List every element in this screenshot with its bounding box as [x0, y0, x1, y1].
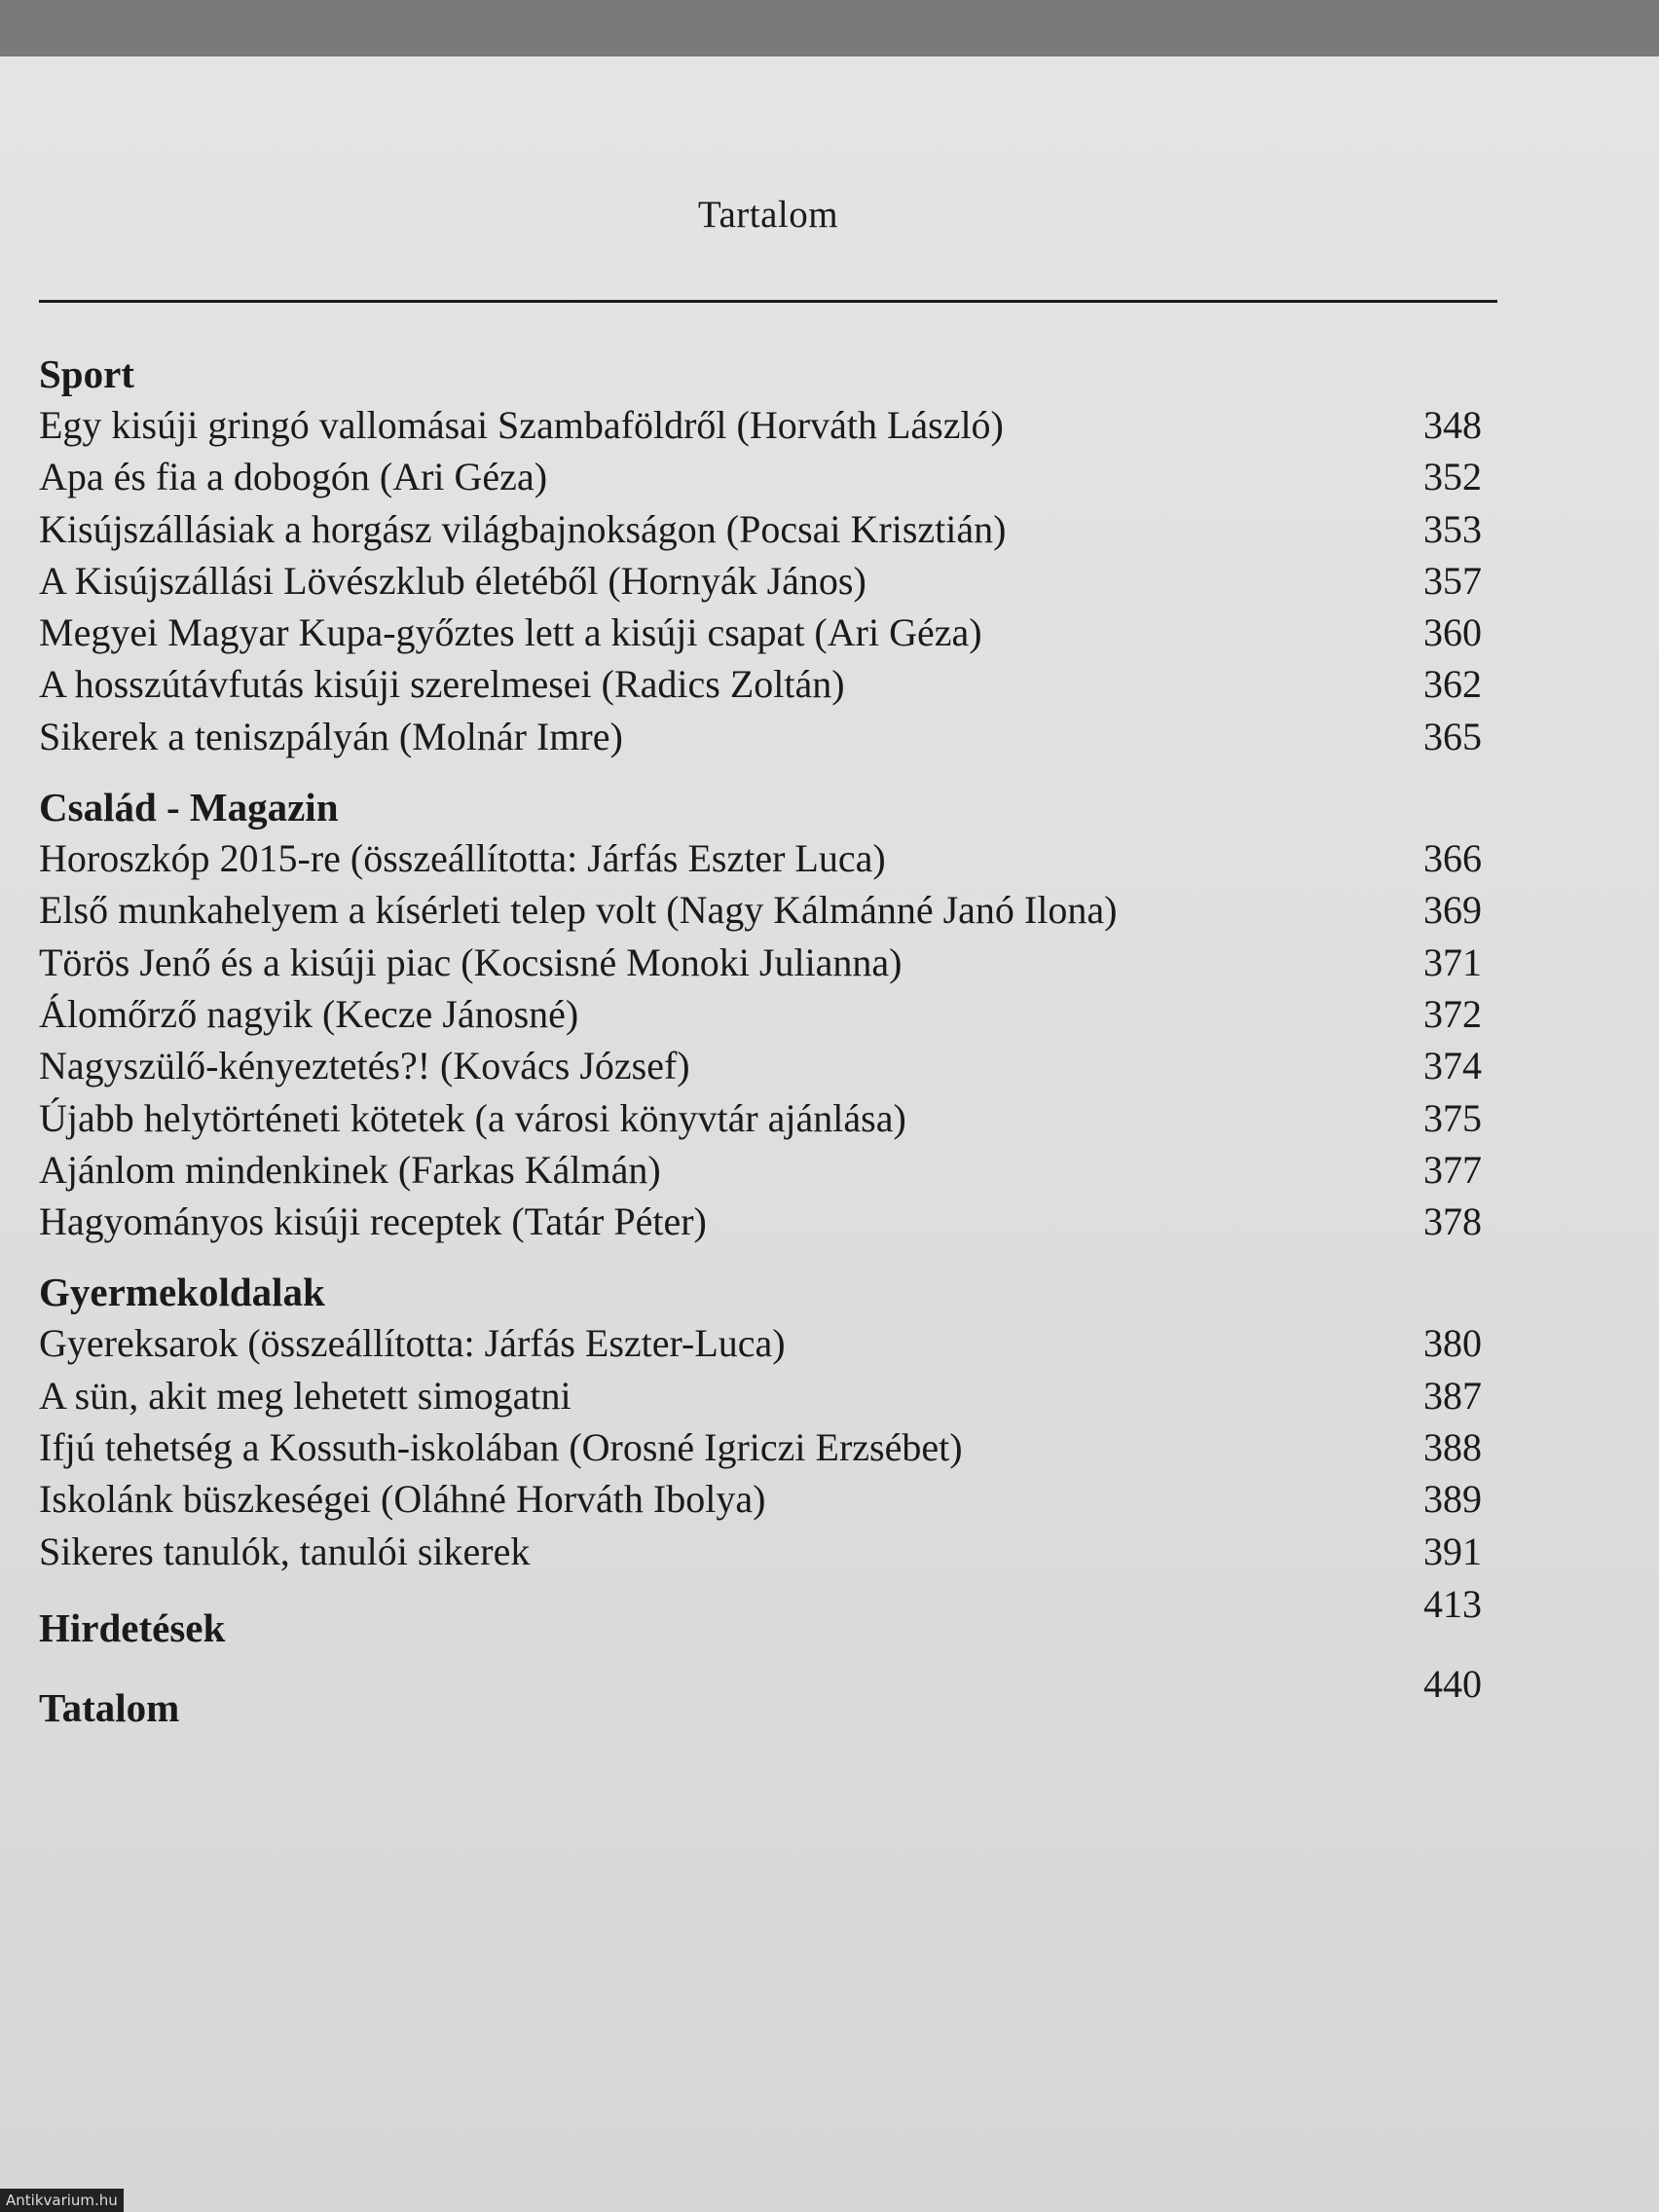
section-gap	[39, 762, 1482, 782]
entry-title: Gyereksarok (összeállította: Járfás Eszter-Luca)	[39, 1321, 786, 1366]
entry-page: 374	[1423, 1044, 1482, 1088]
entry-title: A Kisújszállási Lövészklub életéből (Hornyák János)	[39, 558, 866, 603]
entry-title: Első munkahelyem a kísérleti telep volt (Nagy Kálmánné Janó Ilona)	[39, 888, 1118, 933]
page-header: Tartalom	[697, 194, 839, 236]
toc-entry	[39, 1092, 1482, 1144]
toc-entry	[39, 1040, 1482, 1091]
section-title-gyermek: Gyermekoldalak	[39, 1270, 325, 1315]
entry-title: Törös Jenő és a kisúji piac (Kocsisné Monoki Julianna)	[39, 940, 903, 984]
toc-entry	[39, 1421, 1482, 1473]
section-title-csalad: Család - Magazin	[39, 785, 339, 830]
toc-entry	[39, 1196, 1482, 1247]
toc-entry	[39, 711, 1482, 762]
toc-entry-tatalom	[39, 1661, 1482, 1737]
entry-title: Iskolánk büszkeségei (Oláhné Horváth Ibolya)	[39, 1477, 766, 1522]
toc-entry	[39, 1526, 1482, 1577]
entry-title: Apa és fia a dobogón (Ari Géza)	[39, 455, 548, 499]
entry-title: Megyei Magyar Kupa-győztes lett a kisúji csapat (Ari Géza)	[39, 610, 982, 655]
toc-entry-hirdetesek	[39, 1581, 1482, 1657]
section-title-hirdetesek: Hirdetések	[39, 1604, 226, 1650]
toc-entry	[39, 832, 1482, 884]
entry-title: Nagyszülő-kényeztetés?! (Kovács József)	[39, 1044, 690, 1088]
entry-page: 360	[1423, 610, 1482, 655]
entry-page: 352	[1423, 455, 1482, 499]
entry-title: Sikeres tanulók, tanulói sikerek	[39, 1529, 531, 1573]
table-of-contents	[39, 349, 1482, 1737]
toc-entry	[39, 988, 1482, 1040]
toc-entry	[39, 503, 1482, 555]
entry-page: 362	[1423, 662, 1482, 707]
toc-entry	[39, 607, 1482, 658]
entry-page: 372	[1423, 991, 1482, 1036]
toc-entry	[39, 399, 1482, 451]
entry-title: Kisújszállásiak a horgász világbajnokságon (Pocsai Krisztián)	[39, 506, 1007, 551]
entry-title: Egy kisúji gringó vallomásai Szambaföldről (Horváth László)	[39, 403, 1004, 447]
header-rule	[39, 300, 1497, 303]
entry-page: 357	[1423, 558, 1482, 603]
entry-title: Újabb helytörténeti kötetek (a városi könyvtár ajánlása)	[39, 1095, 906, 1140]
toc-entry	[39, 1144, 1482, 1196]
entry-page: 369	[1423, 888, 1482, 933]
entry-title: A sün, akit meg lehetett simogatni	[39, 1373, 571, 1418]
toc-entry	[39, 884, 1482, 936]
entry-page: 380	[1423, 1321, 1482, 1366]
entry-page: 389	[1423, 1477, 1482, 1522]
entry-page: 440	[1423, 1661, 1482, 1706]
book-page	[0, 56, 1659, 2212]
watermark: Antikvarium.hu	[0, 2189, 124, 2212]
section-title-tatalom: Tatalom	[39, 1684, 180, 1730]
entry-page: 377	[1423, 1147, 1482, 1192]
toc-entry	[39, 1317, 1482, 1369]
entry-page: 348	[1423, 403, 1482, 447]
entry-title: Hagyományos kisúji receptek (Tatár Péter)	[39, 1199, 707, 1244]
toc-entry	[39, 937, 1482, 988]
entry-title: Ajánlom mindenkinek (Farkas Kálmán)	[39, 1147, 661, 1192]
entry-page: 388	[1423, 1425, 1482, 1470]
entry-page: 366	[1423, 836, 1482, 881]
toc-entry	[39, 1473, 1482, 1525]
entry-page: 353	[1423, 506, 1482, 551]
entry-title: Ifjú tehetség a Kossuth-iskolában (Orosné Igriczi Erzsébet)	[39, 1425, 963, 1470]
entry-page: 375	[1423, 1095, 1482, 1140]
section-gap	[39, 1247, 1482, 1267]
entry-page: 387	[1423, 1373, 1482, 1418]
entry-page: 378	[1423, 1199, 1482, 1244]
section-title-sport: Sport	[39, 351, 134, 396]
toc-entry	[39, 1370, 1482, 1421]
entry-page: 413	[1423, 1581, 1482, 1626]
entry-title: Álomőrző nagyik (Kecze Jánosné)	[39, 991, 579, 1036]
entry-page: 391	[1423, 1529, 1482, 1573]
toc-entry	[39, 555, 1482, 607]
toc-entry	[39, 658, 1482, 710]
entry-page: 365	[1423, 714, 1482, 758]
toc-entry	[39, 451, 1482, 502]
entry-page: 371	[1423, 940, 1482, 984]
entry-title: Sikerek a teniszpályán (Molnár Imre)	[39, 714, 623, 758]
entry-title: Horoszkóp 2015-re (összeállította: Járfás Eszter Luca)	[39, 836, 886, 881]
entry-title: A hosszútávfutás kisúji szerelmesei (Radics Zoltán)	[39, 662, 845, 707]
